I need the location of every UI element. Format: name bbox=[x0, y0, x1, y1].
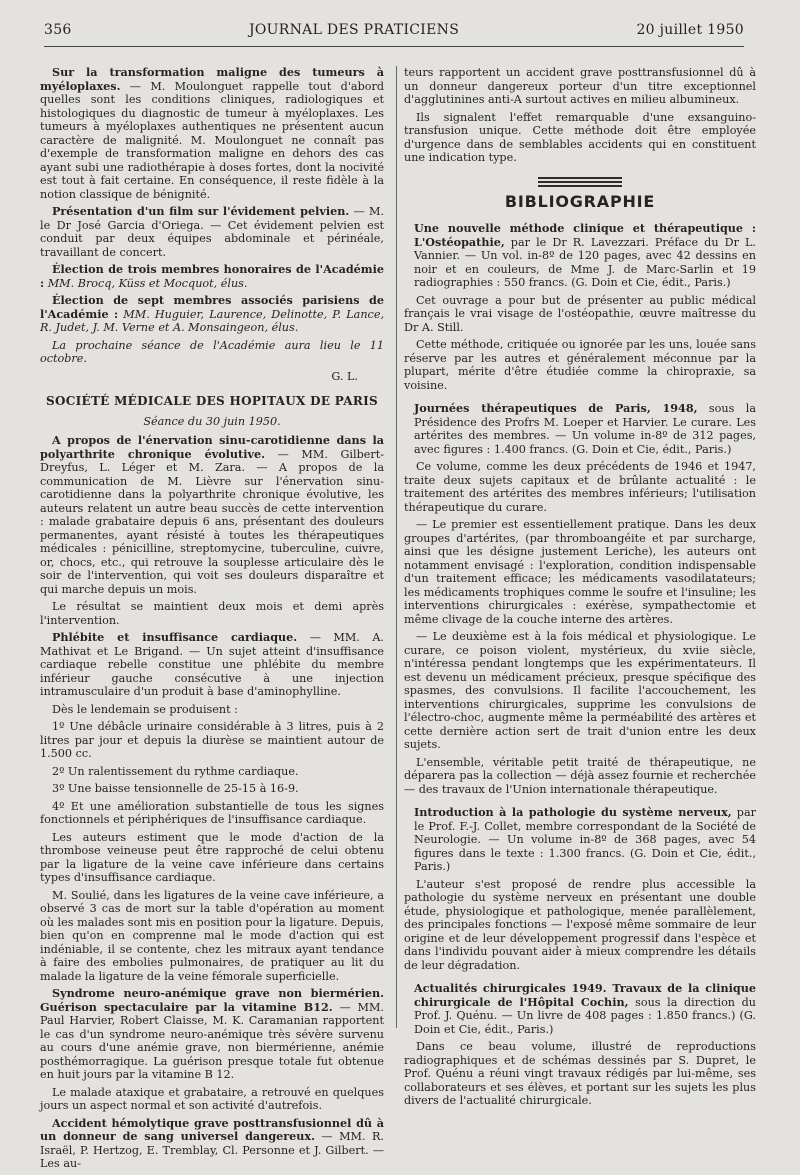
article-body: — M. Moulonguet rappelle tout d'abord quelles sont les conditions cliniques, radiologiques et histologiques du diagnostic de tumeur à myéloplaxes. Les tumeurs à myéloplaxes authentiques ne présentent aucun caractère de malignité. M. Moulonguet ne connaît pas d'exemple de transformation maligne en dehors des cas ayant subi une radiothérapie à doses fortes, dont la nocivité est tout à fait certaine. En conséquence, il reste fidèle à la notion classique de bénignité. bbox=[40, 79, 384, 201]
list-item: 2º Un ralentissement du rythme cardiaque. bbox=[52, 764, 299, 778]
article-body: — MM. Paul Harvier, Robert Claisse, M. K. Caramanian rapportent le cas d'un syndrome neuro-anémique très sévère survenu au cours d'une anémie grave, non biermérienne, anémie posthémorragique. La guérison presque totale fut obtenue en huit jours par la vitamine B 12. bbox=[40, 1000, 384, 1081]
entry-details: par le Prof. F.-J. Collet, membre correspondant de la Société de Neurologie. — Un volume in-8º de 368 pages, avec 54 figures dans le texte : 1.300 francs. (G. Doin et Cie, édit., Paris.) bbox=[414, 806, 756, 873]
article-accident-hemolytique bbox=[40, 1117, 384, 1171]
left-column bbox=[40, 66, 384, 1175]
entry-details: sous la direction du Prof. J. Quénu. — Un livre de 408 pages : 1.850 francs.) (G. Doin et Cie, édit., Paris.) bbox=[414, 995, 756, 1036]
paragraph: Le malade ataxique et grabataire, a retrouvé en quelques jours un aspect normal et son activité d'autrefois. bbox=[40, 1085, 384, 1112]
list-item: 3º Une baisse tensionnelle de 25-15 à 16-9. bbox=[52, 782, 299, 795]
bibliography-heading: BIBLIOGRAPHIE bbox=[504, 191, 656, 211]
issue-date: 20 juillet 1950 bbox=[636, 22, 744, 38]
bibliography-entry bbox=[404, 222, 756, 290]
paragraph: Cette méthode, critiquée ou ignorée par les uns, louée sans réserve par les autres et généralement méconnue par la plupart, mérite d'être étudiée comme la chiropraxie, sa voisine. bbox=[404, 338, 756, 392]
society-heading: SOCIÉTÉ MÉDICALE DES HOPITAUX DE PARIS bbox=[46, 394, 378, 408]
article-body: — MM. A. Mathivat et Le Brigand. — Un sujet atteint d'insuffisance cardiaque rebelle constitue une phlébite du membre inférieur gauche consécutive à une injection intramusculaire d'un produit à base d'aminophylline. bbox=[40, 631, 384, 698]
right-column bbox=[404, 66, 756, 1112]
paragraph: Cet ouvrage a pour but de présenter au public médical français le vrai visage de l'ostéopathie, œuvre maîtresse du Dr A. Still. bbox=[404, 293, 756, 334]
next-session-note: La prochaine séance de l'Académie aura lieu le 11 octobre. bbox=[40, 338, 384, 365]
paragraph: Les auteurs estiment que le mode d'action de la thrombose veineuse peut être rapproché de celui obtenu par la ligature de la veine cave inférieure dans certains types d'insuffisance cardiaque. bbox=[40, 830, 384, 884]
article-election-honoraires bbox=[40, 263, 384, 290]
paragraph: — Le deuxième est à la fois médical et physiologique. Le curare, ce poison violent, mystérieux, du xviie siècle, n'intéressa pendant longtemps que les expérimentateurs. Il est devenu un médicament précieux, presque spécifique des spasmes, des convulsions. Il facilite l'accouchement, les interventions chirurgicales, supprime les convulsions de l'électro-choc, augmente même la perméabilité des artères et cette dernière action sert de trait d'union entre les deux sujets. bbox=[404, 630, 756, 751]
list-item: 4º Et une amélioration substantielle de tous les signes fonctionnels et périphériques de l'insuffisance cardiaque. bbox=[40, 799, 384, 826]
entry-details: par le Dr R. Lavezzari. Préface du Dr L. Vannier. — Un vol. in-8º de 120 pages, avec 42 dessins en noir et en couleurs, de Mme J. de Marc-Sarlin et 19 radiographies : 550 francs. (G. Doin et Cie, édit., Paris.) bbox=[414, 235, 756, 289]
article-body: — MM. R. Israël, P. Hertzog, E. Tremblay, Cl. Personne et J. Gilbert. — Les au- bbox=[40, 1130, 384, 1170]
paragraph: Dans ce beau volume, illustré de reproductions radiographiques et de schémas dessinés par S. Dupret, le Prof. Quénu a réuni vingt travaux rédigés par lui-même, ses collaborateurs et ses élèves, et portant sur les sujets les plus divers de l'actualité chirurgicale. bbox=[404, 1040, 756, 1107]
paragraph: Le résultat se maintient deux mois et demi après l'intervention. bbox=[40, 600, 384, 627]
paragraph: M. Soulié, dans les ligatures de la veine cave inférieure, a observé 3 cas de mort sur la table d'opération au moment où les malades sont mis en position pour la ligature. Depuis, bien qu'on en comprenne mal le mode d'action qui est indéniable, il se contente, chez les mitraux ayant tendance à faire des embolies pulmonaires, de pratiquer au lit du malade la ligature de la veine fémorale superficielle. bbox=[40, 888, 384, 983]
session-date: Séance du 30 juin 1950. bbox=[143, 414, 281, 428]
bibliography-entry bbox=[404, 806, 756, 874]
article-transformation-maligne bbox=[40, 66, 384, 201]
entry-title: Actualités chirurgicales 1949. Travaux de la clinique chirurgicale de l'Hôpital Cochin, bbox=[414, 981, 756, 1009]
column-divider bbox=[396, 66, 397, 1028]
article-title: Élection de sept membres associés parisiens de l'Académie : bbox=[40, 293, 384, 321]
article-phlebite bbox=[40, 631, 384, 699]
article-title: Élection de trois membres honoraires de l'Académie : bbox=[40, 262, 384, 290]
bibliography-entry bbox=[404, 402, 756, 456]
article-enervation bbox=[40, 434, 384, 596]
bibliography-entry bbox=[404, 982, 756, 1036]
article-neuro-anemique bbox=[40, 987, 384, 1082]
ornament-rule bbox=[538, 177, 622, 187]
article-title: Présentation d'un film sur l'évidement pelvien. bbox=[52, 204, 350, 218]
entry-title: Introduction à la pathologie du système nerveux, bbox=[414, 805, 732, 819]
paragraph: Ils signalent l'effet remarquable d'une exsanguino-transfusion unique. Cette méthode doit être employée d'urgence dans de semblables accidents qui en constituent une indication type. bbox=[404, 110, 756, 164]
journal-title: JOURNAL DES PRATICIENS bbox=[248, 22, 460, 38]
page-header bbox=[44, 22, 744, 44]
signature: G. L. bbox=[331, 369, 358, 383]
article-film-evidement bbox=[40, 205, 384, 259]
article-title: Syndrome neuro-anémique grave non biermérien. Guérison spectaculaire par la vitamine B12. bbox=[40, 986, 384, 1014]
article-title: Phlébite et insuffisance cardiaque. bbox=[52, 630, 298, 644]
paragraph: L'ensemble, véritable petit traité de thérapeutique, ne déparera pas la collection — déjà assez fournie et recherchée — des travaux de l'Union internationale thérapeutique. bbox=[404, 755, 756, 796]
article-election-associes bbox=[40, 294, 384, 335]
article-body: MM. Brocq, Küss et Mocquot, élus. bbox=[44, 276, 248, 290]
entry-title: Journées thérapeutiques de Paris, 1948, bbox=[414, 401, 698, 415]
header-rule bbox=[44, 46, 744, 47]
article-body: MM. Huguier, Laurence, Delinotte, P. Lance, R. Judet, J. M. Verne et A. Monsaingeon, élus. bbox=[40, 307, 384, 334]
paragraph: Dès le lendemain se produisent : bbox=[52, 702, 238, 716]
page-number: 356 bbox=[44, 22, 72, 38]
article-title: A propos de l'énervation sinu-carotidienne dans la polyarthrite chronique évolutive. bbox=[40, 433, 384, 461]
article-body: — M. le Dr José Garcia d'Oriega. — Cet évidement pelvien est conduit par deux équipes abdominale et périnéale, travaillant de concert. bbox=[40, 205, 384, 259]
entry-details: sous la Présidence des Profrs M. Loeper et Harvier. Le curare. Les artérites des membres. — Un volume in-8º de 312 pages, avec figures : 1.400 francs. (G. Doin et Cie, édit., Paris.) bbox=[414, 402, 756, 456]
article-title: Sur la transformation maligne des tumeurs à myéloplaxes. bbox=[40, 65, 384, 93]
paragraph: Ce volume, comme les deux précédents de 1946 et 1947, traite deux sujets capitaux et de brûlante actualité : le traitement des artérites des membres inférieurs; l'utilisation thérapeutique du curare. bbox=[404, 460, 756, 514]
paragraph: L'auteur s'est proposé de rendre plus accessible la pathologie du système nerveux en présentant une double étude, physiologique et pathologique, menée parallèlement, des principales fonctions — l'exposé même sommaire de leur origine et de leur développement progressif dans l'espèce et dans l'individu pouvant aider à mieux comprendre les détails de leur dégradation. bbox=[404, 877, 756, 972]
list-item: 1º Une débâcle urinaire considérable à 3 litres, puis à 2 litres par jour et depuis la diurèse se maintient autour de 1.500 cc. bbox=[40, 720, 384, 760]
article-body: — MM. Gilbert-Dreyfus, L. Léger et M. Zara. — A propos de la communication de M. Lièvre sur l'énervation sinu-carotidienne dans la polyarthrite chronique évolutive, les auteurs relatent un autre beau succès de cette intervention : malade grabataire depuis 6 ans, présentant des douleurs permanentes, ayant résisté à toutes les thérapeutiques médicales : pénicilline, streptomycine, tuberculine, cuivre, or, chocs, etc., qui retrouve la souplesse articulaire dès le soir de l'intervention, qui voit ses douleurs disparaître et qui marche depuis un mois. bbox=[40, 447, 384, 596]
paragraph: teurs rapportent un accident grave posttransfusionnel dû à un donneur dangereux porteur d'un titre exceptionnel d'agglutinines anti-A surtout actives en milieu albumineux. bbox=[404, 66, 756, 106]
paragraph: — Le premier est essentiellement pratique. Dans les deux groupes d'artérites, (par thromboangéite et par surcharge, ainsi que les désigne justement Leriche), les auteurs ont notamment envisagé : l'exploration, condition indispensable d'un traitement efficace; les médicaments vasodilatateurs; les médicaments trophiques comme le soufre et l'insuline; les interventions chirurgicales : exérèse, sympathectomie et même clivage de la couche interne des artères. bbox=[404, 518, 756, 626]
article-title: Accident hémolytique grave posttransfusionnel dû à un donneur de sang universel dangereux. bbox=[40, 1115, 384, 1143]
entry-title: Une nouvelle méthode clinique et thérapeutique : L'Ostéopathie, bbox=[414, 221, 756, 249]
